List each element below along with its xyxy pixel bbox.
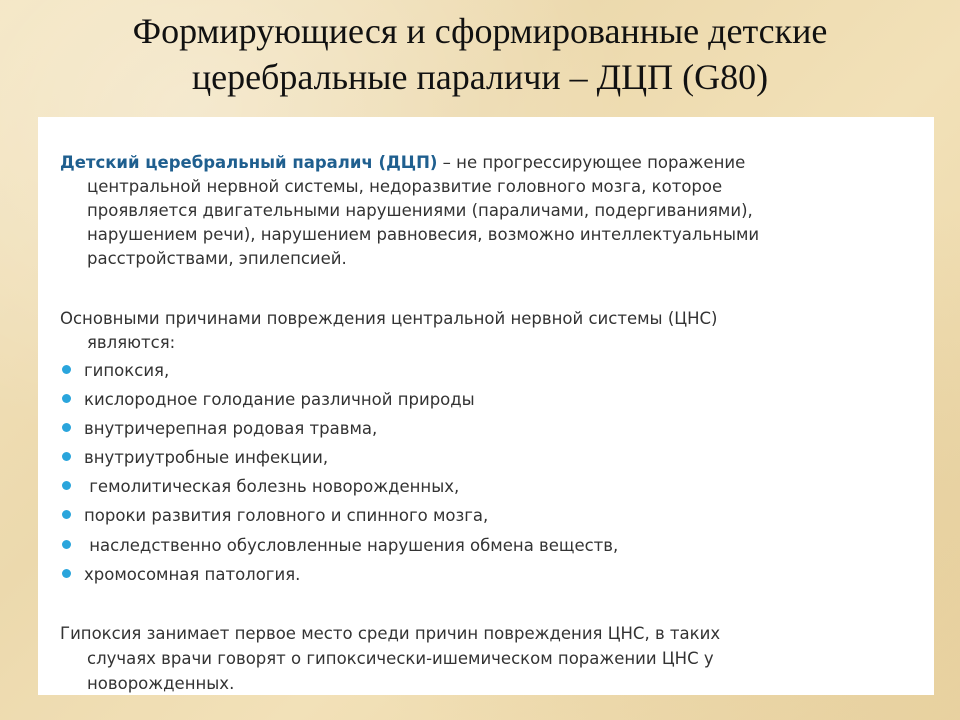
bullet-icon xyxy=(62,569,71,578)
list-item xyxy=(38,385,618,414)
list-item-text: кислородное голодание различной природы xyxy=(84,390,475,410)
conclusion-line-1: Гипоксия занимает первое место среди причин повреждения ЦНС, в таких xyxy=(60,624,721,643)
list-item-text: хромосомная патология. xyxy=(84,564,301,584)
causes-intro-line-2: являются: xyxy=(87,333,176,352)
content-panel xyxy=(38,117,934,695)
list-item xyxy=(38,501,618,530)
causes-intro xyxy=(60,307,920,355)
slide-title-line-1: Формирующиеся и сформированные детские xyxy=(132,11,828,51)
list-item xyxy=(38,414,618,443)
list-item-text: гипоксия, xyxy=(84,361,170,380)
list-item xyxy=(38,356,618,385)
slide-title-line-2: церебральные параличи – ДЦП (G80) xyxy=(191,57,769,97)
bullet-icon xyxy=(62,394,71,403)
list-item xyxy=(38,443,618,472)
causes-intro-line-1: Основными причинами повреждения центральной нервной системы (ЦНС) xyxy=(60,309,718,328)
definition-line-2: центральной нервной системы, недоразвитие головного мозга, которое xyxy=(87,177,723,196)
list-item xyxy=(38,531,618,560)
list-item-text: гемолитическая болезнь новорожденных, xyxy=(84,477,460,497)
bullet-icon xyxy=(62,540,71,549)
bullet-icon xyxy=(62,365,71,374)
list-item xyxy=(38,472,618,501)
slide-title xyxy=(0,8,960,100)
bullet-icon xyxy=(62,423,71,432)
list-item-text: наследственно обусловленные нарушения обмена веществ, xyxy=(84,535,619,555)
causes-list xyxy=(38,356,618,589)
definition-line-5: расстройствами, эпилепсией. xyxy=(87,249,347,268)
list-item-text: внутричерепная родовая травма, xyxy=(84,419,378,439)
conclusion-line-2: случаях врачи говорят о гипоксически-ишемическом поражении ЦНС у xyxy=(87,649,714,668)
definition-line-1-rest: – не прогрессирующее поражение xyxy=(437,153,746,172)
list-item-text: пороки развития головного и спинного мозга, xyxy=(84,506,489,526)
bullet-icon xyxy=(62,481,71,490)
definition-paragraph xyxy=(60,151,920,271)
bullet-icon xyxy=(62,510,71,519)
definition-term: Детский церебральный паралич (ДЦП) xyxy=(60,153,438,172)
conclusion-line-3: новорожденных. xyxy=(87,674,235,693)
bullet-icon xyxy=(62,452,71,461)
definition-line-3: проявляется двигательными нарушениями (параличами, подергиваниями), xyxy=(87,201,753,220)
conclusion-paragraph xyxy=(60,621,920,696)
list-item xyxy=(38,560,618,589)
list-item-text: внутриутробные инфекции, xyxy=(84,448,329,468)
definition-line-4: нарушением речи), нарушением равновесия, возможно интеллектуальными xyxy=(87,225,760,244)
definition-line-1 xyxy=(60,151,920,175)
